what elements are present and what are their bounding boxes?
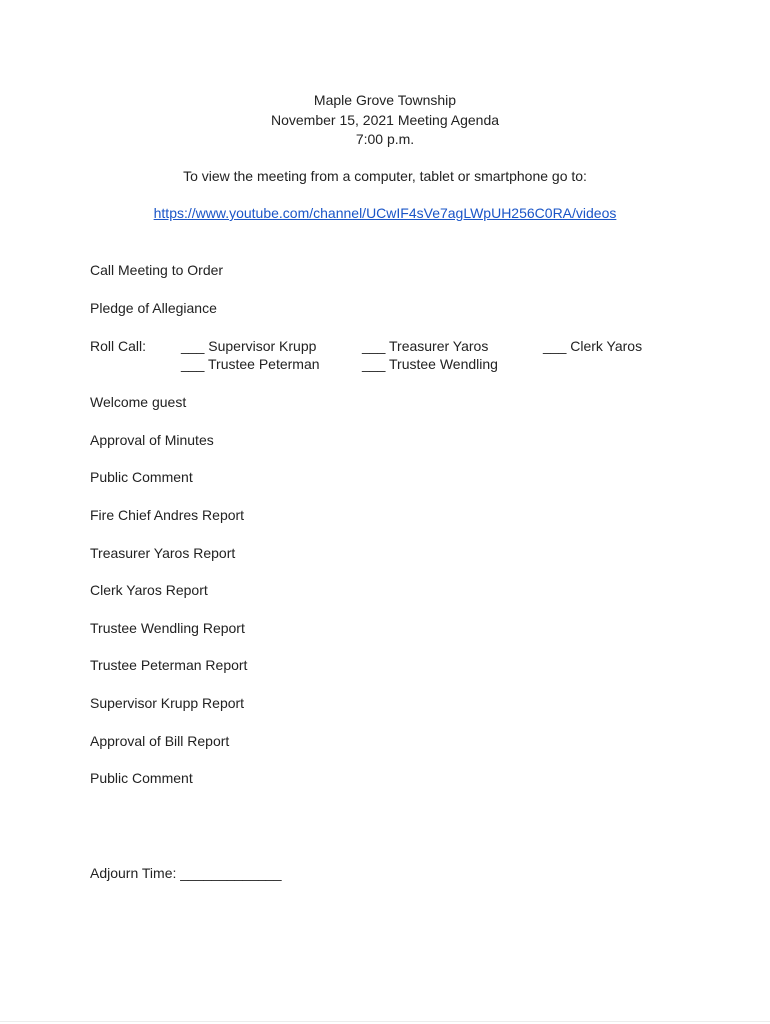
agenda-item: Public Comment [90, 469, 193, 485]
agenda-item: Trustee Peterman Report [90, 657, 248, 673]
agenda-item: Clerk Yaros Report [90, 582, 208, 598]
agenda-header [0, 91, 770, 150]
agenda-item: Supervisor Krupp Report [90, 695, 245, 711]
meeting-title: November 15, 2021 Meeting Agenda [270, 111, 500, 128]
agenda-item: Approval of Bill Report [90, 733, 230, 749]
roll-call-trustee-peterman: ___ Trustee Peterman [181, 356, 320, 372]
agenda-item: Trustee Wendling Report [90, 620, 245, 636]
roll-call-label: Roll Call: [90, 338, 147, 354]
agenda-item: Public Comment [90, 770, 193, 786]
agenda-item: Treasurer Yaros Report [90, 545, 236, 561]
meeting-time: 7:00 p.m. [355, 131, 415, 147]
page-bottom-divider [0, 1021, 770, 1022]
agenda-item: Fire Chief Andres Report [90, 507, 245, 523]
agenda-item: Approval of Minutes [90, 432, 214, 448]
agenda-item-pledge: Pledge of Allegiance [90, 300, 217, 316]
youtube-channel-link[interactable]: https://www.youtube.com/channel/UCwIF4sVe7agLWpUH256C0RA/videos [153, 205, 617, 221]
township-name: Maple Grove Township [313, 92, 457, 108]
viewing-instruction: To view the meeting from a computer, tablet or smartphone go to: [183, 168, 587, 184]
roll-call-clerk-yaros: ___ Clerk Yaros [543, 338, 643, 354]
agenda-item: Welcome guest [90, 394, 187, 410]
youtube-link-line [0, 205, 770, 221]
roll-call-trustee-wendling: ___ Trustee Wendling [362, 356, 498, 372]
adjourn-time: Adjourn Time: _____________ [90, 865, 282, 881]
agenda-item-call-to-order: Call Meeting to Order [90, 262, 224, 278]
roll-call-treasurer-yaros: ___ Treasurer Yaros [362, 338, 489, 354]
roll-call-supervisor-krupp: ___ Supervisor Krupp [181, 338, 317, 354]
